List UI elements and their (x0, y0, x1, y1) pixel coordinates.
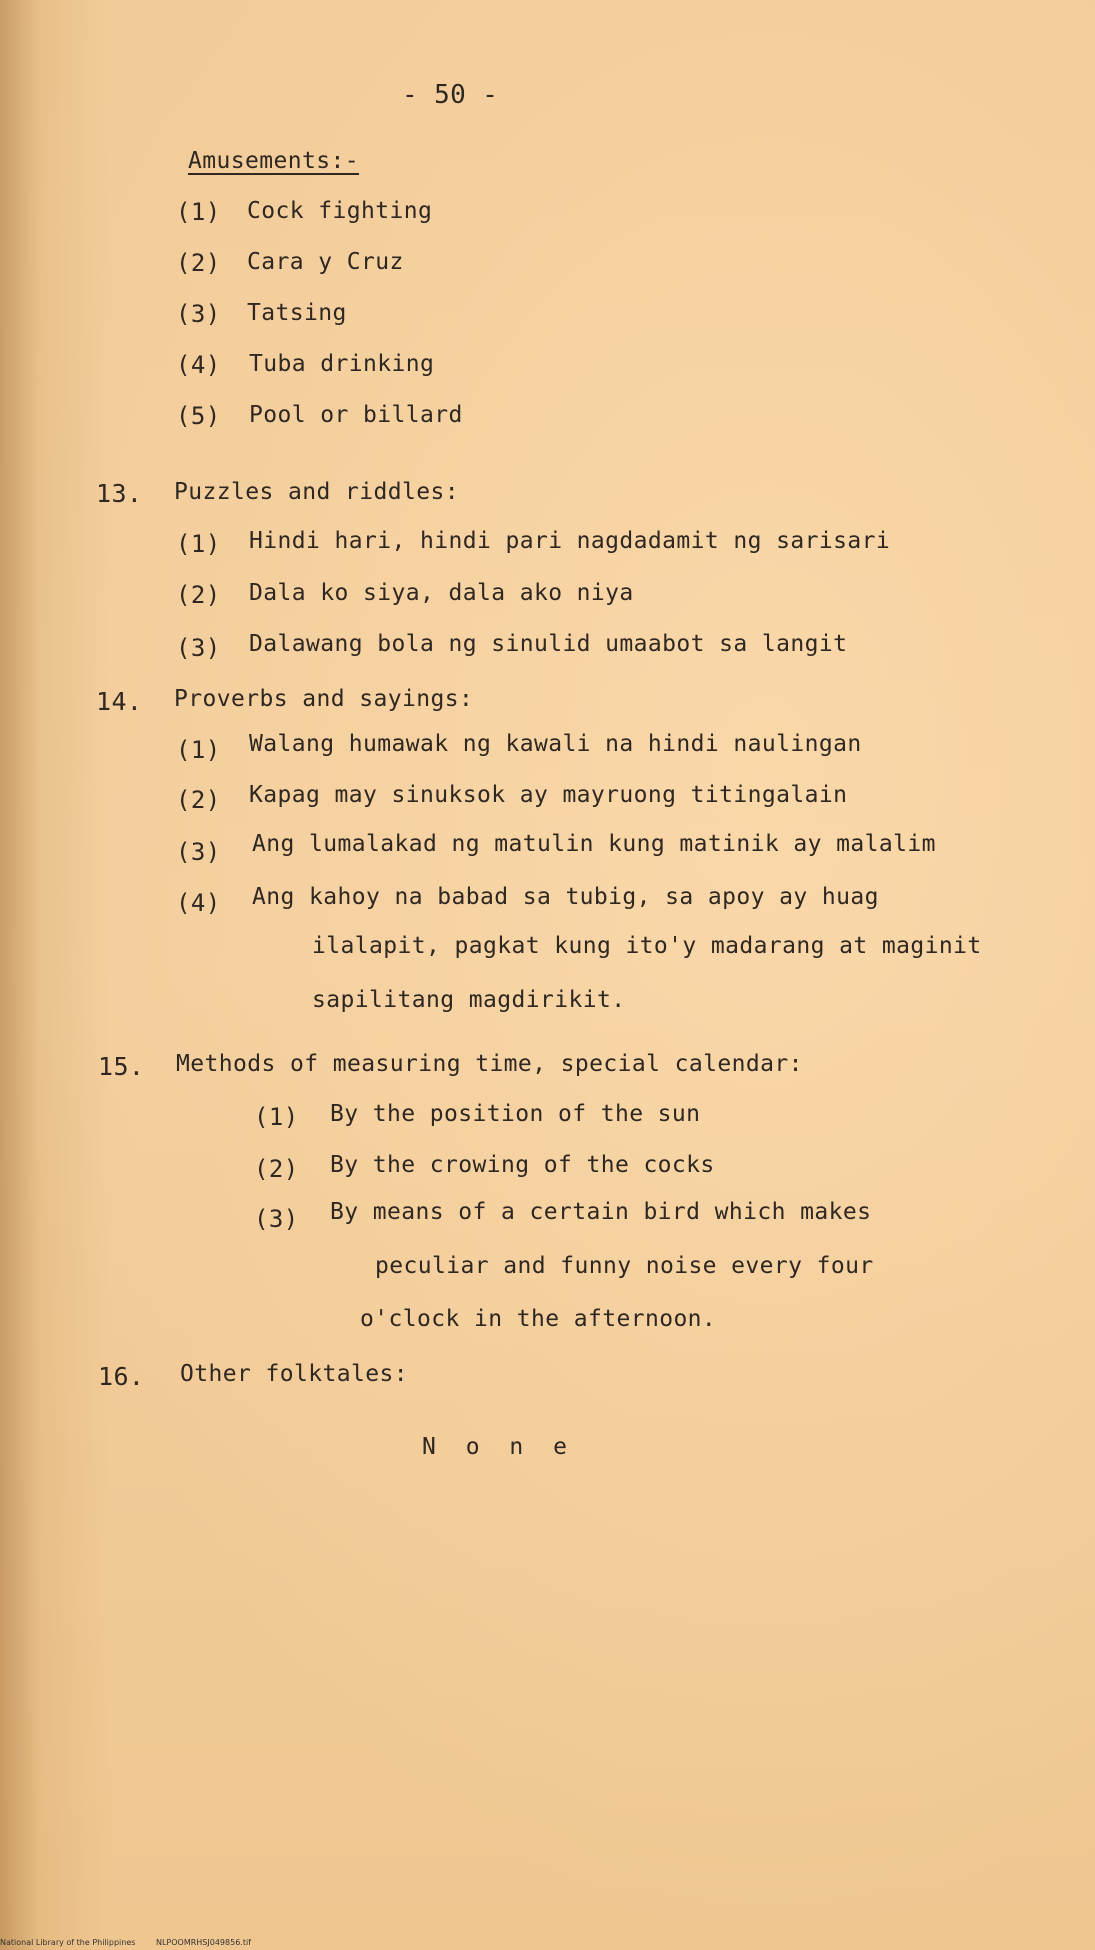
library-credit: National Library of the Philippines (0, 1938, 136, 1947)
riddle-3-number: (3) (176, 634, 221, 662)
time-method-1-text: By the position of the sun (330, 1101, 701, 1127)
proverb-4-line-3: sapilitang magdirikit. (312, 987, 626, 1013)
section-16-number: 16. (98, 1362, 145, 1391)
amusement-3-text: Tatsing (247, 300, 347, 326)
proverb-4-line-1: Ang kahoy na babad sa tubig, sa apoy ay huag (252, 884, 879, 910)
time-method-2-number: (2) (254, 1155, 299, 1183)
section-14-number: 14. (96, 687, 143, 716)
proverb-1-text: Walang humawak ng kawali na hindi naulingan (249, 731, 862, 757)
section-15-number: 15. (98, 1052, 145, 1081)
amusement-2-number: (2) (176, 249, 221, 277)
amusement-2-text: Cara y Cruz (247, 249, 404, 275)
section-16-heading: Other folktales: (180, 1361, 408, 1387)
time-method-2-text: By the crowing of the cocks (330, 1152, 715, 1178)
amusement-1-text: Cock fighting (247, 198, 433, 224)
page-number: - 50 - (402, 80, 499, 110)
riddle-1-number: (1) (176, 530, 221, 558)
amusement-1-number: (1) (176, 198, 221, 226)
proverb-4-line-2: ilalapit, pagkat kung ito'y madarang at maginit (312, 933, 982, 959)
proverb-2-text: Kapag may sinuksok ay mayruong titingalain (249, 782, 848, 808)
riddle-3-text: Dalawang bola ng sinulid umaabot sa langit (249, 631, 848, 657)
amusement-4-number: (4) (176, 351, 221, 379)
amusements-heading: Amusements:- (188, 148, 359, 174)
riddle-1-text: Hindi hari, hindi pari nagdadamit ng sarisari (249, 528, 891, 554)
time-method-3-number: (3) (254, 1205, 299, 1233)
amusement-3-number: (3) (176, 300, 221, 328)
proverb-3-number: (3) (176, 838, 221, 866)
time-method-3-line-3: o'clock in the afternoon. (360, 1306, 717, 1332)
riddle-2-text: Dala ko siya, dala ako niya (249, 580, 634, 606)
proverb-1-number: (1) (176, 736, 221, 764)
amusement-5-number: (5) (176, 402, 221, 430)
section-14-heading: Proverbs and sayings: (174, 686, 474, 712)
section-13-number: 13. (96, 479, 143, 508)
amusement-4-text: Tuba drinking (249, 351, 435, 377)
riddle-2-number: (2) (176, 581, 221, 609)
section-13-heading: Puzzles and riddles: (174, 479, 459, 505)
time-method-3-line-2: peculiar and funny noise every four (375, 1253, 874, 1279)
folktales-answer: N o n e (422, 1434, 575, 1460)
proverb-4-number: (4) (176, 889, 221, 917)
time-method-3-line-1: By means of a certain bird which makes (330, 1199, 872, 1225)
scan-footer (0, 1938, 269, 1947)
proverb-3-text: Ang lumalakad ng matulin kung matinik ay malalim (252, 831, 936, 857)
scan-filename: NLPOOMRHSJ049856.tif (155, 1938, 251, 1947)
amusement-5-text: Pool or billard (249, 402, 463, 428)
time-method-1-number: (1) (254, 1103, 299, 1131)
proverb-2-number: (2) (176, 786, 221, 814)
section-15-heading: Methods of measuring time, special calendar: (176, 1051, 803, 1077)
